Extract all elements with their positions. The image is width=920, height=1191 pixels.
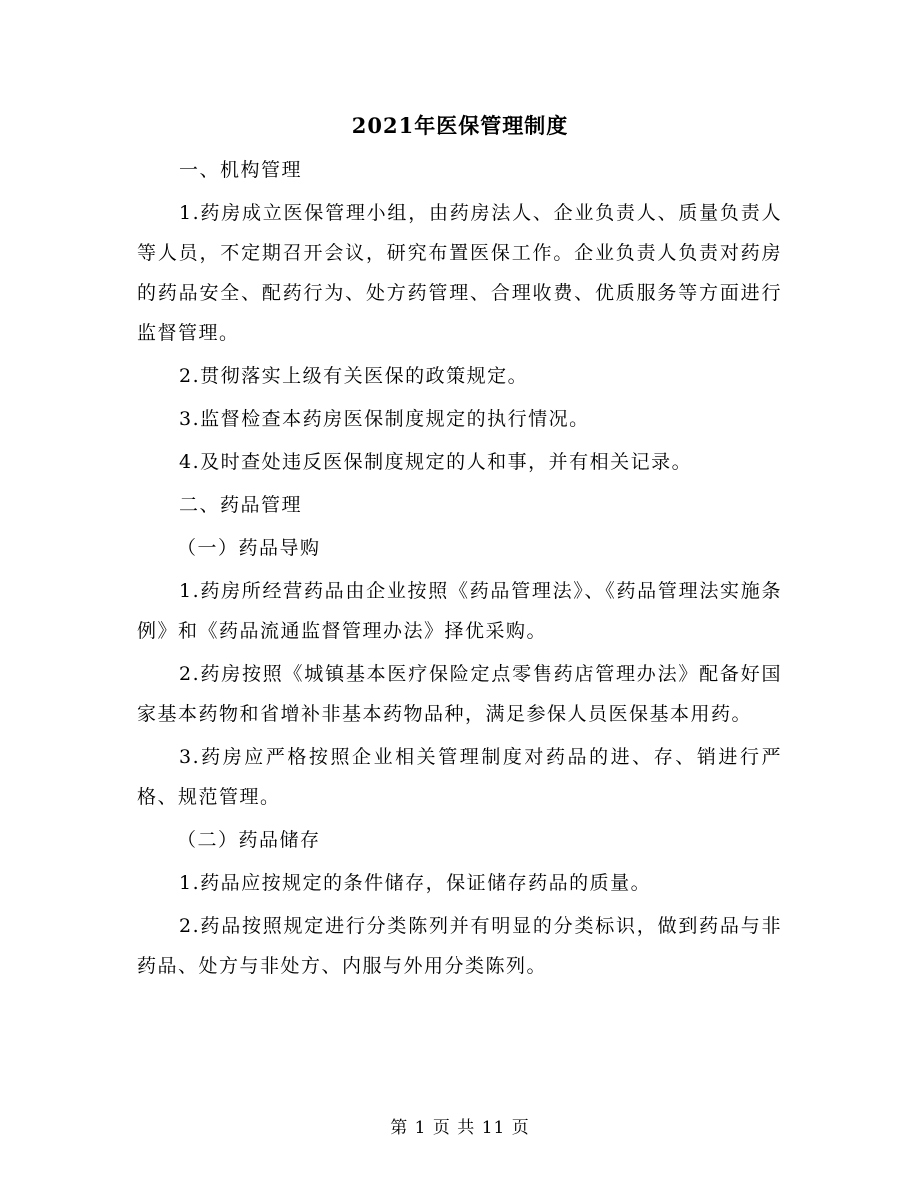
document-title: 2021年医保管理制度 bbox=[351, 113, 569, 138]
document-body bbox=[137, 150, 782, 989]
page-number-footer: 第 1 页 共 11 页 bbox=[390, 1118, 530, 1138]
paragraph: 1.药房所经营药品由企业按照《药品管理法》、《药品管理法实施条例》和《药品流通监督管理办法》择优采购。 bbox=[137, 580, 782, 642]
subsection-heading: （一）药品导购 bbox=[177, 537, 321, 559]
subsection-heading: （二）药品储存 bbox=[177, 829, 321, 851]
section-heading: 一、机构管理 bbox=[179, 159, 303, 181]
paragraph: 4.及时查处违反医保制度规定的人和事，并有相关记录。 bbox=[179, 451, 693, 473]
paragraph: 2.药品按照规定进行分类陈列并有明显的分类标识，做到药品与非药品、处方与非处方、内服与外用分类陈列。 bbox=[137, 915, 782, 977]
paragraph: 1.药品应按规定的条件储存，保证储存药品的质量。 bbox=[179, 872, 652, 894]
section-heading: 二、药品管理 bbox=[179, 494, 303, 516]
paragraph: 1.药房成立医保管理小组，由药房法人、企业负责人、质量负责人等人员，不定期召开会议，研究布置医保工作。企业负责人负责对药房的药品安全、配药行为、处方药管理、合理收费、优质服务等方面进行监督管理。 bbox=[137, 202, 782, 344]
paragraph: 2.贯彻落实上级有关医保的政策规定。 bbox=[179, 365, 529, 387]
paragraph: 3.药房应严格按照企业相关管理制度对药品的进、存、销进行严格、规范管理。 bbox=[137, 746, 782, 808]
paragraph: 3.监督检查本药房医保制度规定的执行情况。 bbox=[179, 408, 590, 430]
paragraph: 2.药房按照《城镇基本医疗保险定点零售药店管理办法》配备好国家基本药物和省增补非基本药物品种，满足参保人员医保基本用药。 bbox=[137, 663, 782, 725]
